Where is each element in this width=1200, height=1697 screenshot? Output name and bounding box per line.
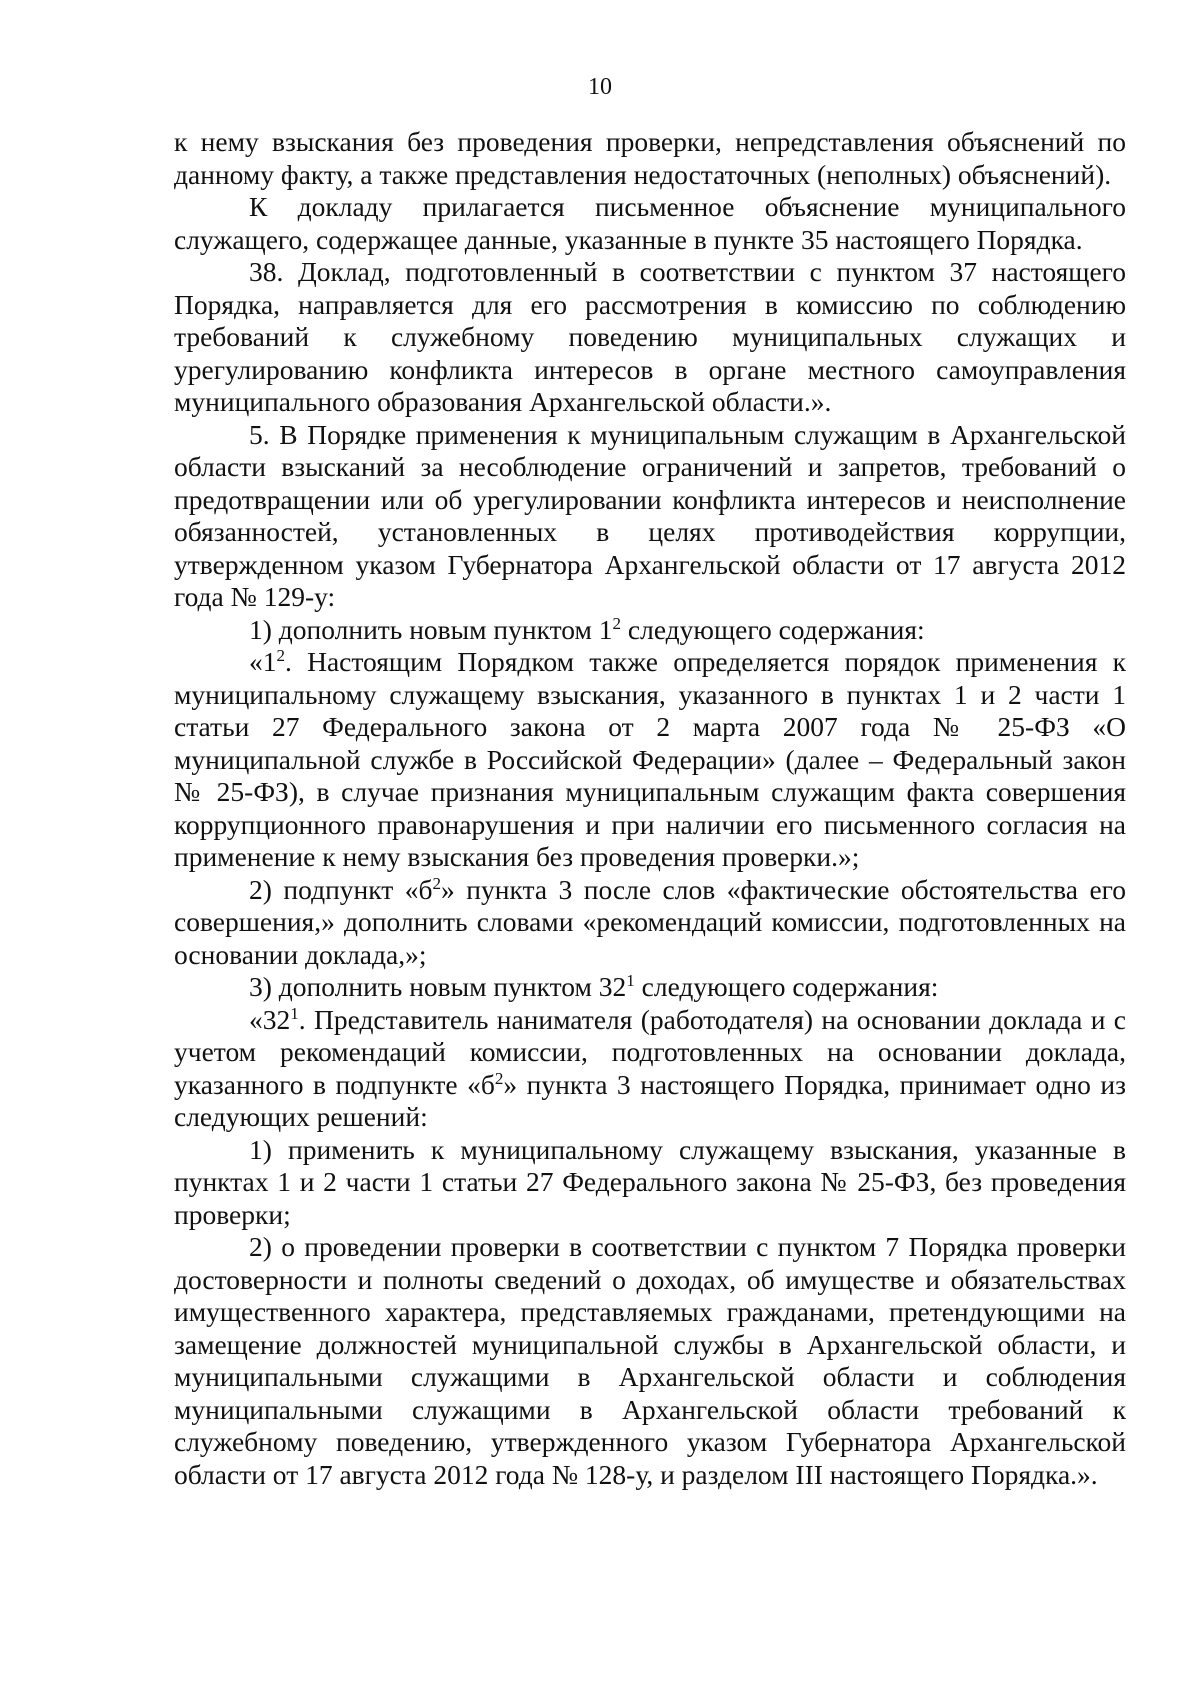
paragraph: к нему взыскания без проведения проверки, непредставления объяснений по данному факту, а также представления недостаточных (неполных) объяснений). xyxy=(174,126,1126,190)
paragraph-subitem-3 xyxy=(174,971,1126,1004)
paragraph-quote-32-1 xyxy=(174,1004,1126,1134)
superscript: 1 xyxy=(290,1003,299,1023)
text-fragment: 3) дополнить новым пунктом 32 xyxy=(249,971,627,1002)
text-fragment: » пункта 3 после слов «фактические обстоятельства его совершения,» дополнить словами «рекомендаций комиссии, подготовленных на основании доклада,»; xyxy=(174,873,1126,970)
text-fragment: » пункта 3 настоящего Порядка, принимает одно из следующих решений: xyxy=(174,1068,1126,1132)
paragraph-subitem-2 xyxy=(174,874,1126,972)
superscript: 2 xyxy=(612,613,622,633)
paragraph-quote-1-2 xyxy=(174,646,1126,874)
text-fragment: . Настоящим Порядком также определяется порядок применения к муниципальному служащему взыскания, указанного в пунктах 1 и 2 части 1 статьи 27 Федерального закона от 2 марта 2007 года № 25-ФЗ «О муниципальной службе в Российской Федерации» (далее – Федеральный закон № 25-ФЗ), в случае признания муниципальным служащим факта совершения коррупционного правонарушения и при наличии его письменного согласия на применение к нему взыскания без проведения проверки.»; xyxy=(174,646,1126,872)
text-fragment: «1 xyxy=(249,646,277,677)
text-fragment: 1) дополнить новым пунктом 1 xyxy=(249,613,613,645)
paragraph-item-5: 5. В Порядке применения к муниципальным служащим в Архангельской области взысканий за несоблюдение ограничений и запретов, требований о предотвращении или об урегулировании конфликта интересов и неисполнение обязанностей, установленных в целях противодействия коррупции, утвержденном указом Губернатора Архангельской области от 17 августа 2012 года № 129-у: xyxy=(174,418,1126,612)
text-fragment: 2) подпункт «б xyxy=(249,873,433,905)
text-fragment: . Представитель нанимателя (работодателя) на основании доклада и с учетом рекомендаций комиссии, подготовленных на основании доклада, указанного в подпункте «б xyxy=(174,1003,1126,1100)
document-body xyxy=(174,126,1126,1491)
paragraph-decision-1: 1) применить к муниципальному служащему взыскания, указанные в пунктах 1 и 2 части 1 статьи 27 Федерального закона № 25-ФЗ, без проведения проверки; xyxy=(174,1133,1126,1230)
paragraph: К докладу прилагается письменное объяснение муниципального служащего, содержащее данные, указанные в пункте 35 настоящего Порядка. xyxy=(174,191,1126,255)
page-number: 10 xyxy=(588,74,612,100)
text-fragment: следующего содержания: xyxy=(634,971,939,1002)
paragraph-decision-2: 2) о проведении проверки в соответствии с пунктом 7 Порядка проверки достоверности и полноты сведений о доходах, об имуществе и обязательствах имущественного характера, представляемых гражданами, претендующими на замещение должностей муниципальной службы в Архангельской области, и муниципальными служащими в Архангельской области и соблюдения муниципальными служащими в Архангельской области требований к служебному поведению, утвержденного указом Губернатора Архангельской области от 17 августа 2012 года № 128-у, и разделом III настоящего Порядка.». xyxy=(174,1231,1126,1490)
superscript: 2 xyxy=(432,873,442,893)
text-fragment: следующего содержания: xyxy=(621,613,925,645)
text-fragment: «32 xyxy=(249,1003,291,1035)
superscript: 2 xyxy=(276,645,286,665)
paragraph-subitem-1 xyxy=(174,614,1126,647)
paragraph-item-38: 38. Доклад, подготовленный в соответствии с пунктом 37 настоящего Порядка, направляется для его рассмотрения в комиссию по соблюдению требований к служебному поведению муниципальных служащих и урегулированию конфликта интересов в органе местного самоуправления муниципального образования Архангельской области.». xyxy=(174,256,1126,417)
superscript: 1 xyxy=(626,970,635,990)
superscript: 2 xyxy=(494,1068,504,1088)
